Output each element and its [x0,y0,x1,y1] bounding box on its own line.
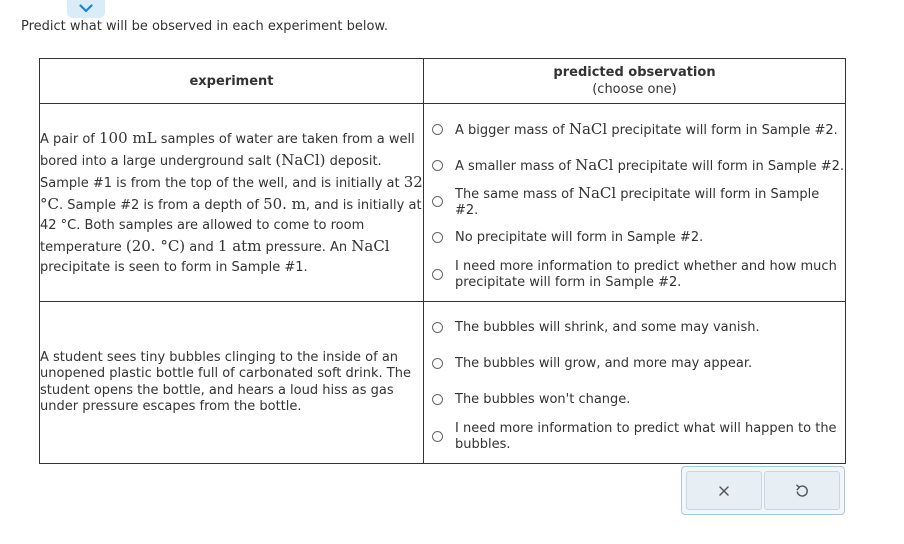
option-label: I need more information to predict what will happen to the bubbles. [455,420,837,452]
radio-circle-icon[interactable] [432,232,443,243]
radio-circle-icon[interactable] [432,124,443,135]
radio-circle-icon[interactable] [432,322,443,333]
x-icon [718,485,730,497]
radio-circle-icon[interactable] [432,358,443,369]
option-label: A smaller mass of NaCl precipitate will form in Sample #2. [455,155,845,174]
collapse-tab[interactable] [67,0,105,18]
radio-circle-icon[interactable] [432,431,443,442]
chevron-down-icon [79,4,93,13]
option-label: The bubbles won't change. [455,391,631,407]
option-radio[interactable] [424,382,845,418]
header-predicted-sub: (choose one) [592,82,677,97]
clear-button[interactable] [686,471,762,510]
option-label: The bubbles will shrink, and some may vanish. [455,319,760,335]
option-radio[interactable] [424,310,845,346]
question-prompt: Predict what will be observed in each experiment below. [21,19,389,34]
option-label: The same mass of NaCl precipitate will form in Sample #2. [455,183,820,218]
option-label: The bubbles will grow, and more may appear. [455,355,753,371]
undo-button[interactable] [764,471,840,510]
option-radio[interactable] [424,346,845,382]
radio-circle-icon[interactable] [432,269,443,280]
option-label: A bigger mass of NaCl precipitate will form in Sample #2. [455,119,838,138]
option-radio[interactable] [424,220,845,256]
answer-action-bar [681,466,845,515]
option-radio[interactable] [424,184,845,220]
experiment-2-description: A student sees tiny bubbles clinging to the inside of an unopened plastic bottle full of carbonated soft drink. The student opens the bottle, and hears a loud hiss as gas under pressure escapes from the bottle. [40,302,424,464]
header-experiment: experiment [40,59,424,104]
prediction-table [39,58,846,464]
experiment-1-description: A pair of 100 mL samples of water are taken from a well bored into a large underground salt (NaCl) deposit. Sample #1 is from the top of the well, and is initially at 32 °C. Sample #2 is from a depth of 50. m, and is initially at 42 °C. Both samples are allowed to come to room temperature (20. °C) and 1 atm pressure. An NaCl precipitate is seen to form in Sample #1. [40,104,424,302]
option-label: I need more information to predict whether and how much precipitate will form in Sample #2. [455,258,837,290]
radio-circle-icon[interactable] [432,196,443,207]
option-radio[interactable] [424,418,845,456]
option-radio[interactable] [424,112,845,148]
undo-icon [795,484,809,498]
radio-circle-icon[interactable] [432,160,443,171]
option-radio[interactable] [424,256,845,294]
experiment-1-options [424,104,846,302]
header-predicted [424,59,846,104]
radio-circle-icon[interactable] [432,394,443,405]
header-predicted-title: predicted observation [553,65,716,80]
option-radio[interactable] [424,148,845,184]
experiment-2-options [424,302,846,464]
option-label: No precipitate will form in Sample #2. [455,229,704,245]
